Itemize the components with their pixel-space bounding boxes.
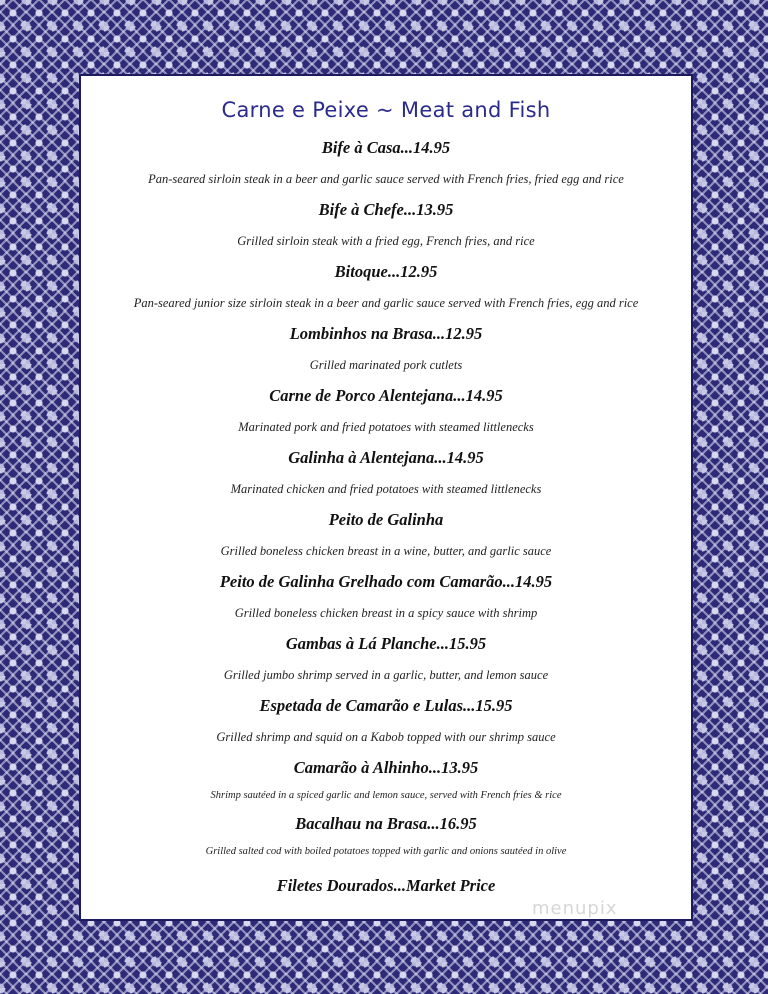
menu-item-description: Pan-seared junior size sirloin steak in a beer and garlic sauce served with French fries, egg and rice — [133, 296, 639, 310]
menu-item-description: Shrimp sautéed in a spiced garlic and lemon sauce, served with French fries & rice — [210, 790, 562, 801]
menu-item-name: Gambas à Lá Planche...15.95 — [285, 634, 487, 653]
menu-item-bife-a-chefe — [81, 196, 691, 258]
menu-item-espetada-de-camarao — [81, 692, 691, 754]
menu-item-description: Marinated pork and fried potatoes with steamed littlenecks — [238, 420, 534, 434]
menu-item-name: Galinha à Alentejana...14.95 — [288, 448, 484, 467]
menu-item-description: Grilled shrimp and squid on a Kabob topped with our shrimp sauce — [216, 730, 556, 744]
menu-item-camarao-a-alhinho — [81, 754, 691, 810]
menu-item-name: Bitoque...12.95 — [334, 262, 438, 281]
menu-item-description: Grilled boneless chicken breast in a wine, butter, and garlic sauce — [220, 544, 552, 558]
menu-item-name: Lombinhos na Brasa...12.95 — [289, 324, 483, 343]
menu-item-description: Grilled boneless chicken breast in a spicy sauce with shrimp — [234, 606, 538, 620]
menu-item-peito-de-galinha-grelhado — [81, 568, 691, 630]
menu-item-peito-de-galinha — [81, 506, 691, 568]
menu-item-bife-a-casa — [81, 134, 691, 196]
menu-item-name: Peito de Galinha — [328, 510, 444, 529]
menu-item-name: Bacalhau na Brasa...16.95 — [295, 814, 477, 833]
menu-item-name: Espetada de Camarão e Lulas...15.95 — [259, 696, 513, 715]
menu-item-name: Filetes Dourados...Market Price — [276, 876, 496, 895]
menu-item-lombinhos-na-brasa — [81, 320, 691, 382]
menu-item-bacalhau-na-brasa — [81, 810, 691, 866]
menu-item-name: Camarão à Alhinho...13.95 — [293, 758, 479, 777]
menu-item-description: Grilled salted cod with boiled potatoes topped with garlic and onions sautéed in olive — [205, 846, 567, 857]
menu-item-galinha-a-alentejana — [81, 444, 691, 506]
menu-item-bitoque — [81, 258, 691, 320]
menu-item-description: Grilled sirloin steak with a fried egg, French fries, and rice — [237, 234, 535, 248]
menu-item-name: Bife à Chefe...13.95 — [318, 200, 454, 219]
menu-title: Carne e Peixe ~ Meat and Fish — [221, 98, 551, 122]
menu-item-description: Pan-seared sirloin steak in a beer and garlic sauce served with French fries, fried egg and rice — [148, 172, 624, 186]
menu-panel — [79, 74, 693, 921]
watermark-logo: menupix — [532, 898, 618, 919]
menu-item-description: Grilled marinated pork cutlets — [309, 358, 463, 372]
menu-item-carne-de-porco-alentejana — [81, 382, 691, 444]
menu-item-name: Carne de Porco Alentejana...14.95 — [269, 386, 503, 405]
menu-item-name: Bife à Casa...14.95 — [321, 138, 451, 157]
menu-item-name: Peito de Galinha Grelhado com Camarão...14.95 — [219, 572, 553, 591]
menu-item-description: Grilled jumbo shrimp served in a garlic, butter, and lemon sauce — [223, 668, 549, 682]
menu-items-list — [81, 134, 691, 900]
menu-item-gambas-a-la-planche — [81, 630, 691, 692]
menu-item-description: Marinated chicken and fried potatoes with steamed littlenecks — [230, 482, 542, 496]
menu-item-filetes-dourados — [81, 872, 691, 900]
